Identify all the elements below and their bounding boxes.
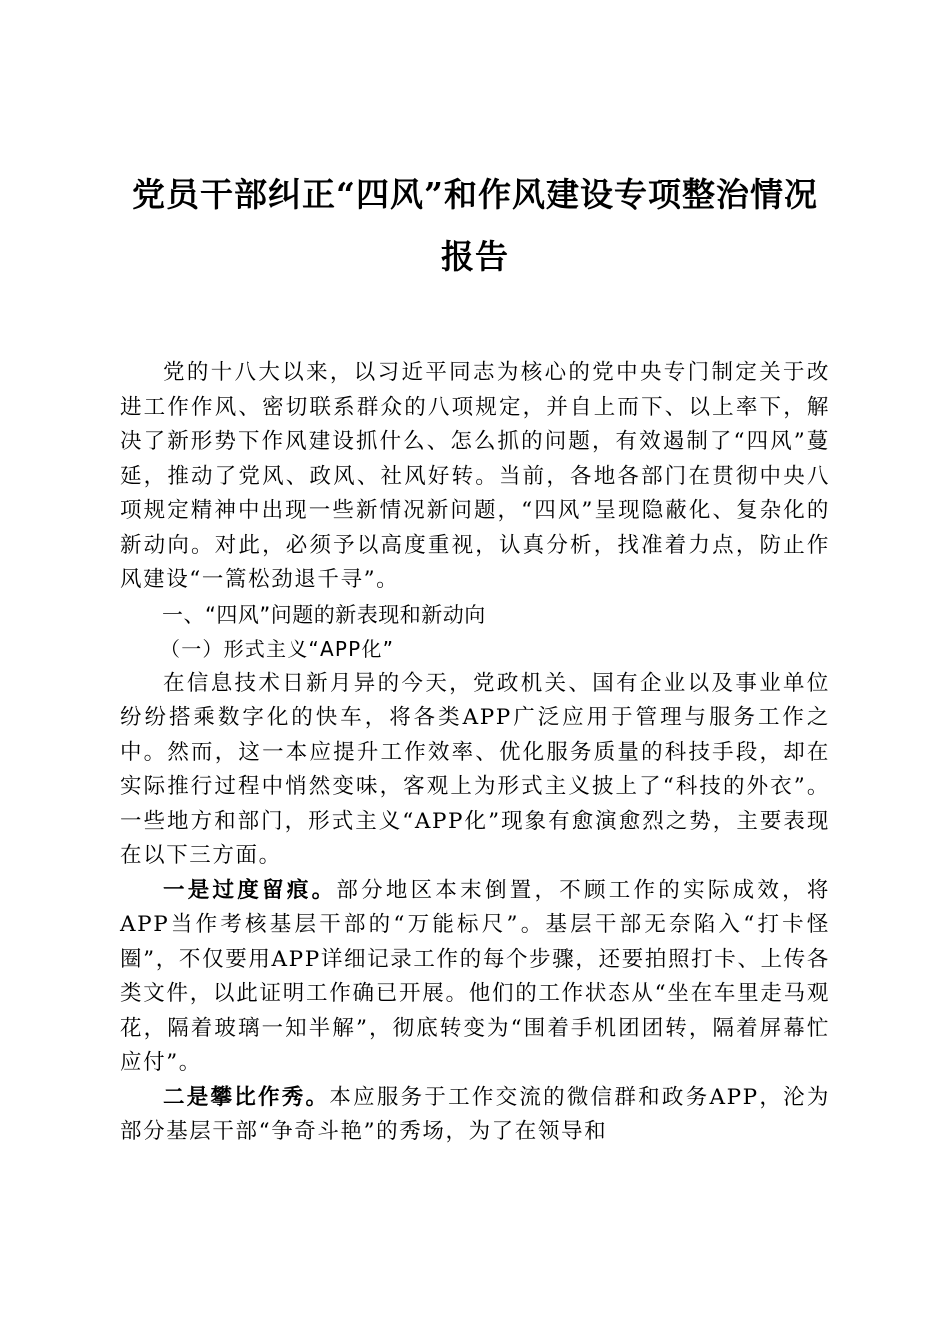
body-paragraph: 在信息技术日新月异的今天，党政机关、国有企业以及事业单位纷纷搭乘数字化的快车，将各类APP广泛应用于管理与服务工作之中。然而，这一本应提升工作效率、优化服务质量的科技手段，却在实际推行过程中悄然变味，客观上为形式主义披上了“科技的外衣”。一些地方和部门，形式主义“APP化”现象有愈演愈烈之势，主要表现在以下三方面。 [120, 670, 830, 868]
document-page [120, 0, 830, 1344]
point-paragraph [120, 1081, 830, 1150]
document-title: 党员干部纠正“四风”和作风建设专项整治情况报告 [132, 175, 818, 276]
point-text: 部分地区本末倒置，不顾工作的实际成效，将APP当作考核基层干部的“万能标尺”。基层干部无奈陷入“打卡怪圈”，不仅要用APP详细记录工作的每个步骤，还要拍照打卡、上传各类文件，以此证明工作确已开展。他们的工作状态从“坐在车里走马观花，隔着玻璃一知半解”，彻底转变为“围着手机团团转，隔着屏幕忙应付”。 [120, 877, 830, 1075]
intro-paragraph: 党的十八大以来，以习近平同志为核心的党中央专门制定关于改进工作作风、密切联系群众的八项规定，并自上而下、以上率下，解决了新形势下作风建设抓什么、怎么抓的问题，有效遏制了“四风”蔓延，推动了党风、政风、社风好转。当前，各地各部门在贯彻中央八项规定精神中出现一些新情况新问题，“四风”呈现隐蔽化、复杂化的新动向。对此，必须予以高度重视，认真分析，找准着力点，防止作风建设“一篙松劲退千寻”。 [120, 360, 830, 592]
point-paragraph [120, 874, 830, 1081]
section-heading: 一、“四风”问题的新表现和新动向 [162, 602, 486, 627]
subsection-heading: （一）形式主义“APP化” [160, 637, 395, 661]
point-lead: 一是过度留痕。 [163, 877, 337, 903]
point-lead: 二是攀比作秀。 [163, 1084, 330, 1110]
point-text: 本应服务于工作交流的微信群和政务APP，沦为部分基层干部“争奇斗艳”的秀场，为了在领导和 [120, 1084, 830, 1144]
document-body [120, 356, 830, 1150]
